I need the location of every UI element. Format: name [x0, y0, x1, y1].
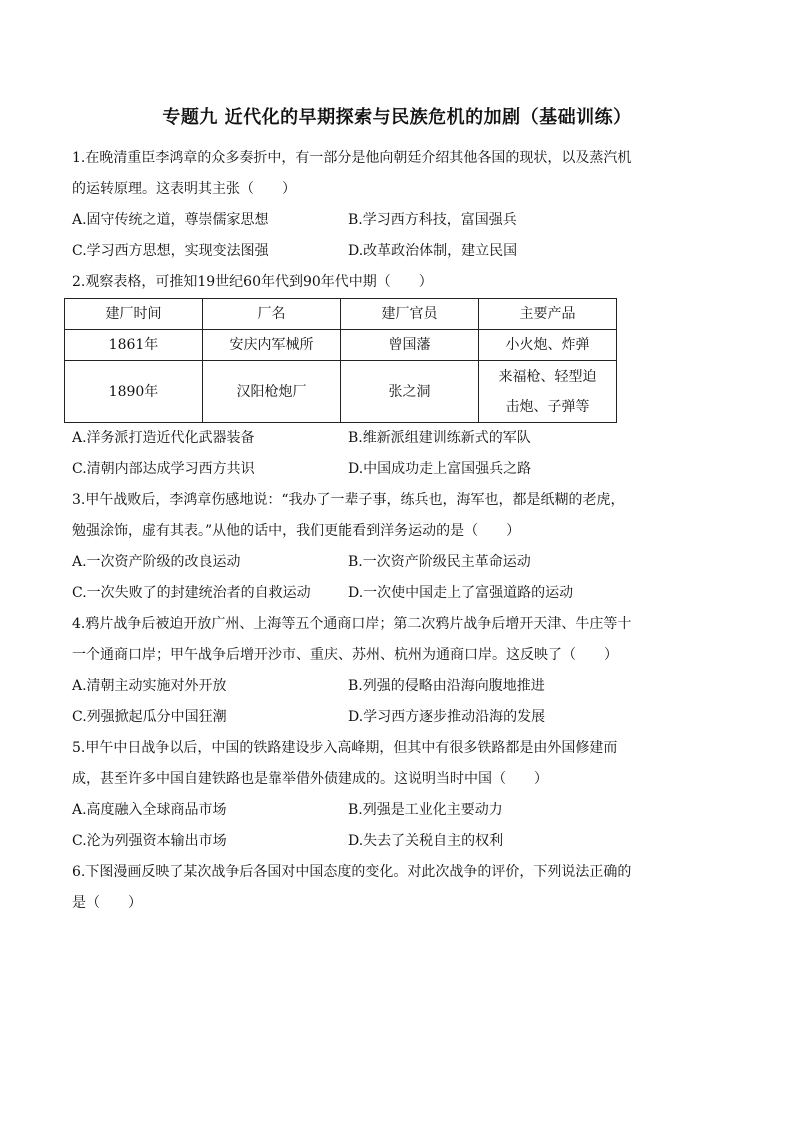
table-header-row: [65, 299, 617, 330]
table-row: [65, 361, 617, 423]
q2-option-a: A.洋务派打造近代化武器装备: [72, 430, 255, 446]
q2-stem: 2.观察表格，可推知19世纪60年代到90年代中期（ ）: [72, 274, 433, 290]
cell-product-line-1: 来福枪、轻型迫: [498, 368, 597, 385]
q4-option-a: A.清朝主动实施对外开放: [72, 678, 227, 694]
q1-option-a: A.固守传统之道，尊崇儒家思想: [72, 212, 269, 228]
q5-stem-line-2: 成，甚至许多中国自建铁路也是靠举借外债建成的。这说明当时中国（ ）: [72, 771, 548, 787]
q3-options-row-1: [72, 547, 727, 578]
q3-option-d: D.一次使中国走上了富强道路的运动: [348, 585, 574, 601]
page-title: 专题九 近代化的早期探索与民族危机的加剧（基础训练）: [162, 107, 632, 128]
cell-product: [479, 361, 617, 423]
cell-official: 张之洞: [341, 361, 479, 423]
q1-options-row-1: [72, 205, 727, 236]
q1-option-b: B.学习西方科技，富国强兵: [348, 212, 517, 228]
header-factory: 厂名: [203, 299, 341, 330]
q5-option-d: D.失去了关税自主的权利: [348, 833, 504, 849]
q2-option-d: D.中国成功走上富国强兵之路: [348, 461, 532, 477]
q4-stem-line-1: 4.鸦片战争后被迫开放广州、上海等五个通商口岸；第二次鸦片战争后增开天津、牛庄等十: [72, 616, 632, 632]
cell-factory: 安庆内军械所: [203, 330, 341, 361]
q3-stem-line-1: 3.甲午战败后，李鸿章伤感地说：“我办了一辈子事，练兵也，海军也，都是纸糊的老虎，: [72, 492, 625, 508]
header-year: 建厂时间: [65, 299, 203, 330]
q1-stem-line-2: 的运转原理。这表明其主张（ ）: [72, 181, 296, 197]
q4-options-row-1: [72, 671, 727, 702]
cell-factory: 汉阳枪炮厂: [203, 361, 341, 423]
cell-product-line-2: 击炮、子弹等: [505, 398, 590, 415]
q4-option-c: C.列强掀起瓜分中国狂潮: [72, 709, 227, 725]
q2-options-row-2: [72, 454, 727, 485]
q1-stem-line-1: 1.在晚清重臣李鸿章的众多奏折中，有一部分是他向朝廷介绍其他各国的现状，以及蒸汽机: [72, 150, 632, 166]
header-official: 建厂官员: [341, 299, 479, 330]
q4-option-b: B.列强的侵略由沿海向腹地推进: [348, 678, 545, 694]
q2-option-c: C.清朝内部达成学习西方共识: [72, 461, 255, 477]
q6-stem-line-1: 6.下图漫画反映了某次战争后各国对中国态度的变化。对此次战争的评价，下列说法正确的: [72, 864, 632, 880]
q2-option-b: B.维新派组建训练新式的军队: [348, 430, 531, 446]
q2-options-row-1: [72, 423, 727, 454]
cell-year: 1861年: [65, 330, 203, 361]
q3-stem-line-2: 勉强涂饰，虚有其表。”从他的话中，我们更能看到洋务运动的是（ ）: [72, 523, 521, 539]
cell-product: 小火炮、炸弹: [479, 330, 617, 361]
q3-option-a: A.一次资产阶级的改良运动: [72, 554, 241, 570]
q6-stem-line-2: 是（ ）: [72, 895, 142, 911]
worksheet-body: [72, 143, 727, 919]
q5-option-c: C.沦为列强资本输出市场: [72, 833, 227, 849]
cell-year: 1890年: [65, 361, 203, 423]
table-row: [65, 330, 617, 361]
q5-options-row-1: [72, 795, 727, 826]
q3-option-b: B.一次资产阶级民主革命运动: [348, 554, 531, 570]
q4-option-d: D.学习西方逐步推动沿海的发展: [348, 709, 546, 725]
q5-option-a: A.高度融入全球商品市场: [72, 802, 227, 818]
q3-options-row-2: [72, 578, 727, 609]
q4-stem-line-2: 一个通商口岸；甲午战争后增开沙市、重庆、苏州、杭州为通商口岸。这反映了（ ）: [72, 647, 618, 663]
q4-options-row-2: [72, 702, 727, 733]
q5-options-row-2: [72, 826, 727, 857]
cell-official: 曾国藩: [341, 330, 479, 361]
q5-option-b: B.列强是工业化主要动力: [348, 802, 503, 818]
q1-option-d: D.改革政治体制，建立民国: [348, 243, 518, 259]
q5-stem-line-1: 5.甲午中日战争以后，中国的铁路建设步入高峰期，但其中有很多铁路都是由外国修建而: [72, 740, 618, 756]
q1-options-row-2: [72, 236, 727, 267]
q3-option-c: C.一次失败了的封建统治者的自救运动: [72, 585, 311, 601]
header-product: 主要产品: [479, 299, 617, 330]
q1-option-c: C.学习西方思想，实现变法图强: [72, 243, 269, 259]
factory-table: [64, 298, 617, 423]
